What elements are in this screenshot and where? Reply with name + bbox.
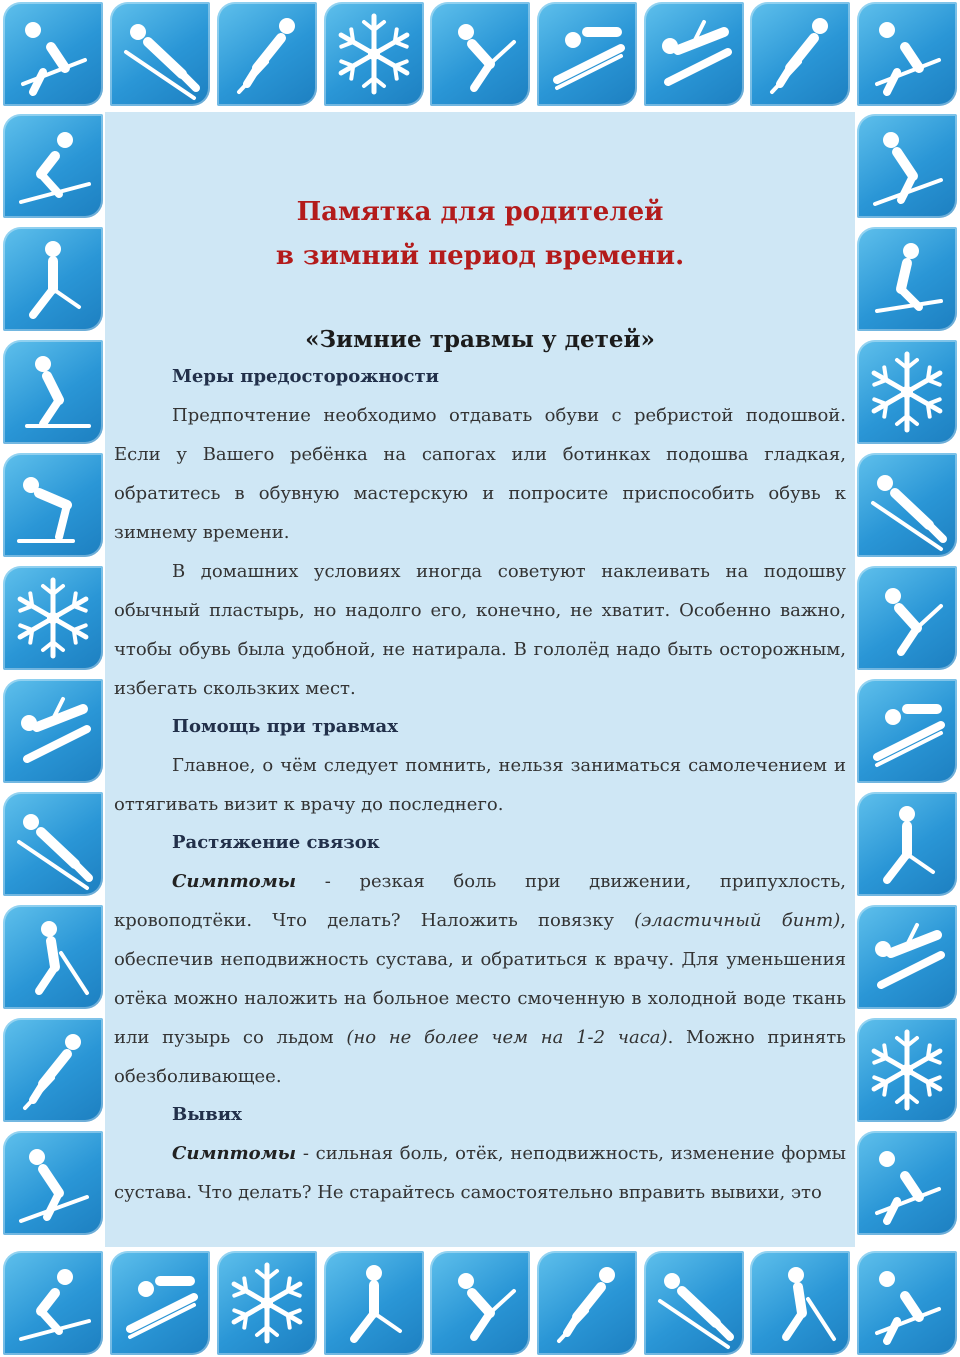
figure-skater-icon — [324, 1251, 424, 1355]
border-tile — [857, 679, 957, 783]
dislocation-symptoms-label: Симптомы — [172, 1143, 297, 1164]
dislocation-symptoms-text: - сильная боль, отёк, неподвижность, изменение формы сустава. Что делать? Не старайтесь самостоятельно вправить вывихи, это — [114, 1143, 846, 1203]
border-tile — [3, 1251, 103, 1355]
curling-icon — [430, 2, 530, 106]
skier-icon — [857, 1251, 957, 1355]
border-tile — [857, 792, 957, 896]
skier-icon — [857, 1131, 957, 1235]
alpine-skier-icon — [3, 1251, 103, 1355]
skeleton-icon — [3, 679, 103, 783]
luge-icon — [537, 1251, 637, 1355]
figure-skater-icon — [857, 792, 957, 896]
luge-icon — [217, 2, 317, 106]
figure-skater-icon — [3, 227, 103, 331]
border-tile — [110, 2, 210, 106]
snowflake-icon — [857, 1018, 957, 1122]
bobsleigh-icon — [857, 679, 957, 783]
sprain-text-2: , обеспечив неподвижность сустава, и обратиться к врачу. Для уменьшения отёка можно наложить на больное место смоченную в холодной воде ткань или пузырь со льдом — [114, 910, 846, 1048]
skeleton-icon — [857, 905, 957, 1009]
snowflake-icon — [857, 340, 957, 444]
cross-country-skier-icon — [3, 340, 103, 444]
injury-help-paragraph: Главное, о чём следует помнить, нельзя заниматься самолечением и оттягивать визит к врачу до последнего. — [114, 755, 846, 815]
luge-icon — [750, 2, 850, 106]
border-tile — [750, 1251, 850, 1355]
border-tile — [857, 1131, 957, 1235]
speed-skater-icon — [3, 453, 103, 557]
precautions-paragraph-1: Предпочтение необходимо отдавать обуви с ребристой подошвой. Если у Вашего ребёнка на сапогах или ботинках подошва гладкая, обратитесь в обувную мастерскую и попросите приспособить обувь к зимнему времени. — [114, 405, 846, 543]
memo-title — [114, 190, 846, 278]
heading-precautions: Меры предосторожности — [172, 366, 440, 387]
sprain-text-3: . Можно принять обезболивающее. — [114, 1027, 846, 1087]
border-tile — [324, 2, 424, 106]
hockey-player-icon — [750, 1251, 850, 1355]
alpine-skier-icon — [3, 114, 103, 218]
border-tile — [3, 679, 103, 783]
snowflake-icon — [217, 1251, 317, 1355]
dislocation-paragraph — [114, 1134, 846, 1212]
curling-icon — [857, 566, 957, 670]
border-tile — [857, 227, 957, 331]
skier-icon — [857, 2, 957, 106]
border-tile — [217, 1251, 317, 1355]
ski-jumper-icon — [110, 2, 210, 106]
border-tile — [857, 1251, 957, 1355]
skier-icon — [3, 2, 103, 106]
bobsleigh-icon — [537, 2, 637, 106]
border-tile — [644, 2, 744, 106]
border-tile — [857, 566, 957, 670]
hockey-player-icon — [3, 905, 103, 1009]
snowboarder-icon — [857, 227, 957, 331]
border-tile — [3, 792, 103, 896]
border-tile — [750, 2, 850, 106]
border-tile — [3, 453, 103, 557]
border-tile — [857, 340, 957, 444]
sprain-ice-note: (но не более чем на 1-2 часа) — [346, 1027, 668, 1048]
border-tile — [430, 1251, 530, 1355]
luge-icon — [3, 1018, 103, 1122]
sprain-symptoms-label: Симптомы — [172, 871, 297, 892]
border-tile — [3, 227, 103, 331]
biathlete-icon — [857, 114, 957, 218]
border-tile — [324, 1251, 424, 1355]
memo-content — [114, 190, 846, 1212]
ski-jumper-icon — [3, 792, 103, 896]
title-line-1: Памятка для родителей — [296, 197, 664, 227]
border-tile — [857, 114, 957, 218]
border-tile — [857, 453, 957, 557]
border-tile — [644, 1251, 744, 1355]
border-tile — [857, 905, 957, 1009]
border-tile — [537, 1251, 637, 1355]
snowflake-icon — [324, 2, 424, 106]
sprain-paragraph — [114, 862, 846, 1096]
precautions-paragraph-2: В домашних условиях иногда советуют наклеивать на подошву обычный пластырь, но надолго его, конечно, не хватит. Особенно важно, чтобы обувь была удобной, не натирала. В гололёд надо быть осторожным, избегать скользких мест. — [114, 561, 846, 699]
border-tile — [3, 1018, 103, 1122]
border-tile — [430, 2, 530, 106]
ski-jumper-icon — [644, 1251, 744, 1355]
border-tile — [3, 114, 103, 218]
sprain-symptoms-text: - резкая боль при движении, припухлость, кровоподтёки. Что делать? Наложить повязку — [114, 871, 846, 931]
border-tile — [3, 566, 103, 670]
border-tile — [3, 1131, 103, 1235]
heading-sprain: Растяжение связок — [172, 832, 380, 853]
border-tile — [3, 905, 103, 1009]
memo-subtitle: «Зимние травмы у детей» — [305, 326, 655, 353]
title-line-2: в зимний период времени. — [275, 241, 685, 271]
border-tile — [110, 1251, 210, 1355]
sprain-bandage-note: (эластичный бинт) — [634, 910, 841, 931]
ski-jumper-icon — [857, 453, 957, 557]
border-tile — [3, 2, 103, 106]
bobsleigh-icon — [110, 1251, 210, 1355]
border-tile — [857, 1018, 957, 1122]
heading-injury-help: Помощь при травмах — [172, 716, 398, 737]
curling-icon — [430, 1251, 530, 1355]
border-tile — [217, 2, 317, 106]
border-tile — [537, 2, 637, 106]
skeleton-icon — [644, 2, 744, 106]
biathlete-icon — [3, 1131, 103, 1235]
border-tile — [3, 340, 103, 444]
border-tile — [857, 2, 957, 106]
heading-dislocation: Вывих — [172, 1104, 242, 1125]
snowflake-icon — [3, 566, 103, 670]
